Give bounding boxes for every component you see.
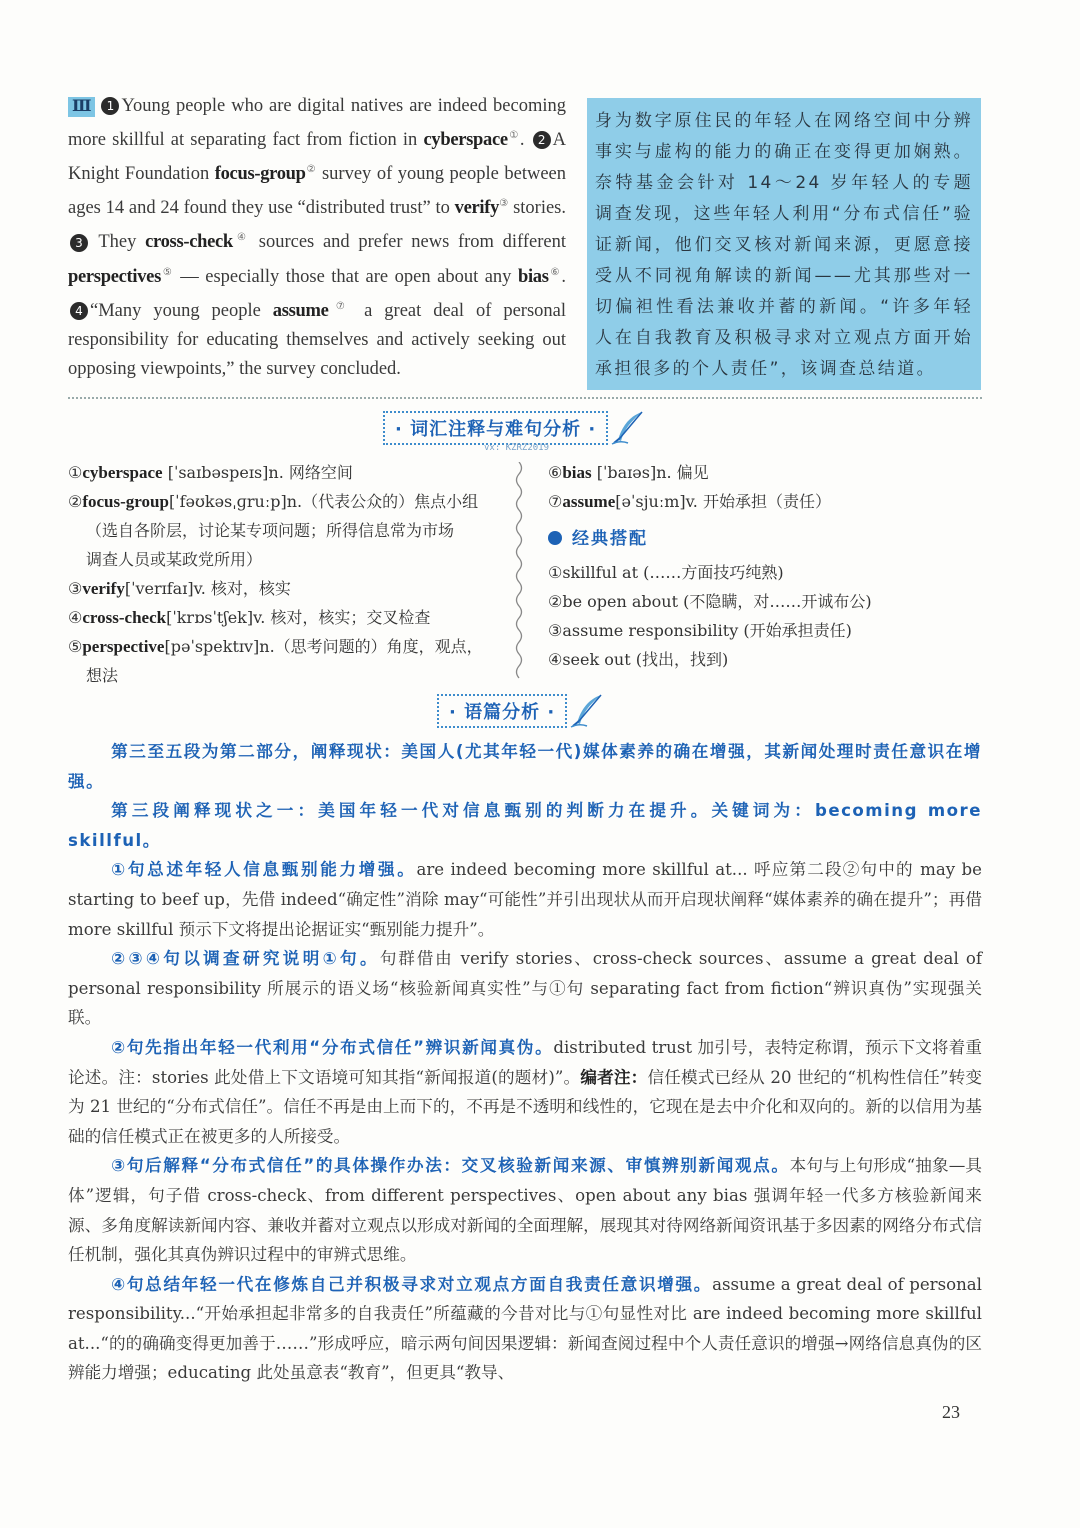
- sentence-number: 1: [101, 97, 119, 115]
- collocation-item: ④seek out (找出，找到): [548, 650, 729, 669]
- analysis-paragraph: ②句先指出年轻一代利用“分布式信任”辨识新闻真伪。distributed trust 加引号，表特定称谓，预示下文将着重论述。注：stories 此处借上下文语境可知其指“新闻报道(的题材)”。编者注：信任模式已经从 20 世纪的“机构性信任”转变为 21 世纪的“分布式信任”。信任不再是由上而下的，不再是不透明和线性的，它现在是去中介化和双向的。新的以信用为基础的信任模式正在被更多的人所接受。: [68, 1037, 982, 1146]
- analysis-paragraph: ④句总结年轻一代在修炼自己并积极寻求对立观点方面自我责任意识增强。assume a great deal of personal responsibility...“开始承担起非常多的自我责任”所蕴藏的今昔对比与①句显性对比 are indeed becoming more skillful at...“的的确确变得更加善于……”形成呼应，暗示两句间因果逻辑：新闻查阅过程中个人责任意识的增强→网络信息真伪的区辨能力增强；educating 此处虽意表“教育”，但更具“教导、: [68, 1274, 982, 1383]
- vocab-left-column: [68, 458, 508, 690]
- translation-box: 身为数字原住民的年轻人在网络空间中分辨事实与虚构的能力的确正在变得更加娴熟。奈特基金会针对 14～24 岁年轻人的专题调查发现，这些年轻人利用“分布式信任”验证新闻，他们交叉核对新闻来源，更愿意接受从不同视角解读的新闻——尤其那些对一切偏袒性看法兼收并蓄的新闻。“许多年轻人在自我教育及积极寻求对立观点方面开始承担很多的个人责任”，该调查总结道。: [587, 98, 981, 390]
- keyword: verify: [454, 198, 500, 219]
- vocab-entry: ①cyberspace [ˈsaɪbəspeɪs]n. 网络空间: [68, 463, 353, 482]
- english-passage: Ⅲ 1 Young people who are digital natives are indeed becoming more skillful at separating fact from fiction in cyberspace①. 2 A Knight Foundation focus-group② survey of young people between ages 14 and 24 found they use “distributed trust” to verify③ stories. 3 They cross-check④ sources and prefer news from different perspectives⑤ — especially those that are open about any bias⑥. 4 “Many young people assume⑦ a great deal of personal responsibility for educating themselves and actively seeking out opposing viewpoints,” the survey concluded.: [68, 96, 567, 379]
- analysis-body: [68, 737, 982, 1388]
- analysis-paragraph: 第三至五段为第二部分，阐释现状：美国人(尤其年轻一代)媒体素养的确在增强，其新闻处理时责任意识在增强。: [68, 742, 982, 791]
- keyword: bias: [517, 266, 549, 287]
- keyword: cross-check: [145, 232, 233, 253]
- divider-line: [68, 397, 982, 399]
- vocab-entry: ②focus-group[ˈfəʊkəsˌɡruːp]n.（代表公众的）焦点小组: [68, 492, 479, 511]
- bullet-dot-icon: [548, 531, 562, 545]
- collocation-item: ①skillful at (……方面技巧纯熟): [548, 563, 784, 582]
- vocab-right-column: [548, 458, 980, 674]
- vocab-header: [383, 410, 646, 446]
- collocation-heading: 经典搭配: [548, 524, 980, 554]
- vocab-entry: ⑦assume[əˈsjuːm]v. 开始承担（责任）: [548, 492, 831, 511]
- page-number: 23: [942, 1402, 960, 1422]
- analysis-header-title: · 语篇分析 ·: [437, 694, 567, 728]
- keyword: assume: [272, 300, 329, 321]
- analysis-paragraph: 第三段阐释现状之一：美国年轻一代对信息甄别的判断力在提升。关键词为：becoming more skillful。: [68, 801, 982, 850]
- sentence-number: 3: [70, 234, 88, 252]
- keyword: cyberspace: [423, 130, 508, 151]
- vocab-header-title: · 词汇注释与难句分析 ·: [383, 411, 608, 445]
- passage-section: [68, 92, 983, 388]
- collocation-item: ②be open about (不隐瞒，对……开诚布公): [548, 592, 872, 611]
- keyword: perspectives: [68, 266, 161, 287]
- quill-pen-icon: [610, 410, 646, 446]
- quill-pen-icon: [569, 693, 605, 729]
- vocab-entry-cont: （选自各阶层，讨论某专项问题；所得信息常为市场: [86, 521, 455, 540]
- vocab-entry-cont: 调查人员或某政党所用）: [86, 550, 263, 569]
- wavy-divider: [512, 462, 526, 684]
- vocab-entry: ③verify[ˈverɪfaɪ]v. 核对，核实: [68, 579, 291, 598]
- keyword: focus-group: [214, 164, 306, 185]
- sentence-number: 2: [533, 131, 551, 149]
- analysis-header: [437, 693, 605, 729]
- vocab-entry-cont: 想法: [86, 666, 119, 685]
- section-mark: Ⅲ: [68, 97, 95, 117]
- sentence-number: 4: [70, 302, 88, 320]
- watermark: vx: KZRZ2019: [484, 443, 550, 453]
- vocab-entry: ⑥bias [ˈbaɪəs]n. 偏见: [548, 463, 709, 482]
- analysis-paragraph: ②③④句以调查研究说明①句。句群借由 verify stories、cross-check sources、assume a great deal of personal responsibility 所展示的语义场“核验新闻真实性”与①句 separating fact from fiction“辨识真伪”实现强关联。: [68, 949, 982, 1028]
- analysis-paragraph: ①句总述年轻人信息甄别能力增强。are indeed becoming more skillful at... 呼应第二段②句中的 may be starting to beef up，先借 indeed“确定性”消除 may“可能性”并引出现状从而开启现状阐释“媒体素养的确在提升”；再借 more skillful 预示下文将提出论据证实“甄别能力提升”。: [68, 860, 982, 939]
- collocation-item: ③assume responsibility (开始承担责任): [548, 621, 852, 640]
- vocab-entry: ④cross-check[ˈkrɒsˈtʃek]v. 核对，核实；交叉检查: [68, 608, 431, 627]
- analysis-paragraph: ③句后解释“分布式信任”的具体操作办法：交叉核验新闻来源、审慎辨别新闻观点。本句与上句形成“抽象—具体”逻辑，句子借 cross-check、from different perspectives、open about any bias 强调年轻一代多方核验新闻来源、多角度解读新闻内容、兼收并蓄对立观点以形成对新闻的全面理解，展现其对待网络新闻资讯基于多因素的网络分布式信任机制，强化其真伪辨识过程中的审辨式思维。: [68, 1156, 983, 1265]
- vocab-entry: ⑤perspective[pəˈspektɪv]n.（思考问题的）角度，观点，: [68, 637, 483, 656]
